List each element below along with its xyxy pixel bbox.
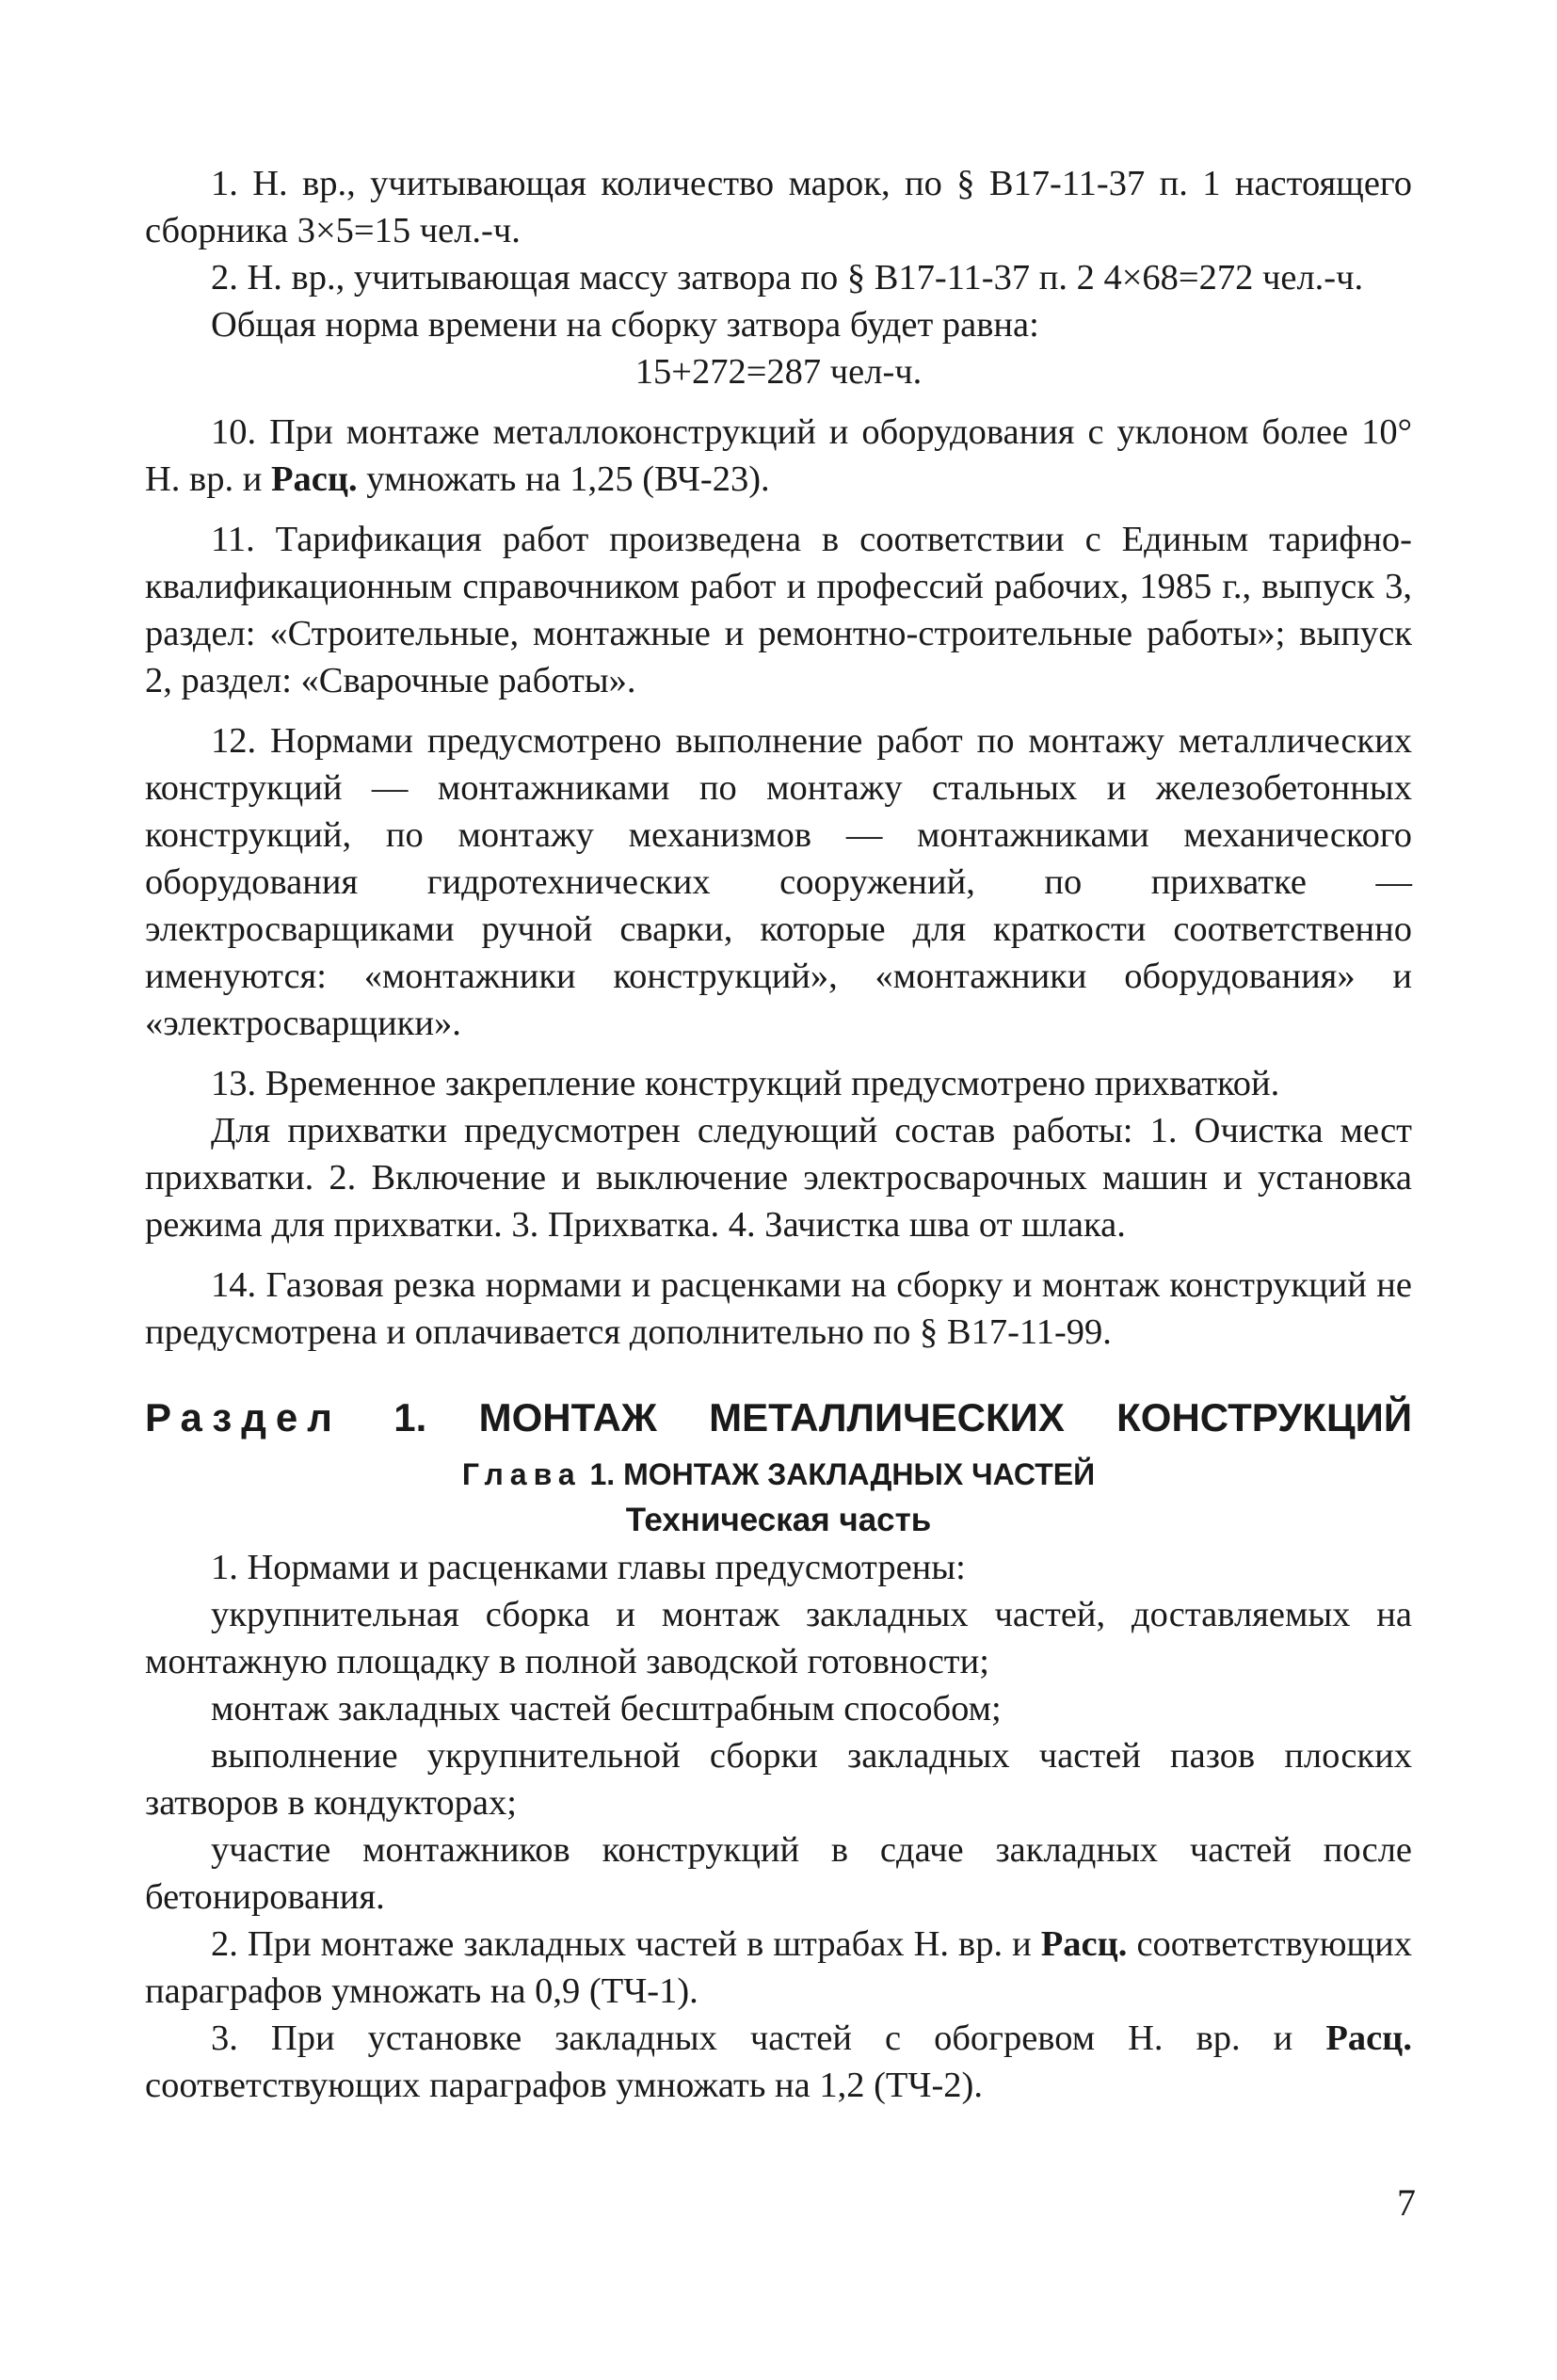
tech-paragraph-2-bold: Расц.	[1040, 1924, 1128, 1964]
tech-paragraph-1: 1. Нормами и расценками главы предусмотрены:	[211, 1548, 966, 1587]
tech-paragraph-2	[145, 1921, 1412, 2015]
section-label: Раздел	[145, 1395, 342, 1439]
chapter-heading: МОНТАЖ ЗАКЛАДНЫХ ЧАСТЕЙ	[623, 1457, 1096, 1491]
tech-item-4: участие монтажников конструкций в сдаче закладных частей после бетонирования.	[145, 1830, 1412, 1917]
paragraph-13-details: Для прихватки предусмотрен следующий состав работы: 1. Очистка мест прихватки. 2. Включение и выключение электросварочных машин и установка режима для прихватки. 3. Прихватка. 4. Зачистка шва от шлака.	[145, 1111, 1412, 1245]
section-number: 1.	[393, 1395, 427, 1439]
tech-paragraph-3-text-a: 3. При установке закладных частей с обогревом Н. вр. и	[211, 2018, 1326, 2058]
paragraph-total: Общая норма времени на сборку затвора будет равна:	[211, 305, 1039, 345]
paragraph-10	[145, 409, 1412, 503]
paragraph-14: 14. Газовая резка нормами и расценками на сборку и монтаж конструкций не предусмотрена и оплачивается дополнительно по § В17-11-99.	[145, 1265, 1412, 1352]
tech-paragraph-3-bold: Расц.	[1325, 2018, 1412, 2058]
chapter-number: 1.	[589, 1457, 616, 1491]
paragraph-10-bold: Расц.	[270, 459, 358, 499]
formula: 15+272=287 чел-ч.	[634, 352, 923, 392]
chapter-title	[145, 1452, 1412, 1497]
paragraph-13: 13. Временное закрепление конструкций предусмотрено прихваткой.	[211, 1064, 1280, 1103]
tech-paragraph-3	[145, 2015, 1412, 2109]
paragraph-12: 12. Нормами предусмотрено выполнение работ по монтажу металлических конструкций — монтажниками по монтажу стальных и железобетонных конструкций, по монтажу механизмов — монтажниками механического оборудования гидротехнических сооружений, по прихватке — электросварщиками ручной сварки, которые для краткости соответственно именуются: «монтажники конструкций», «монтажники оборудования» и «электросварщики».	[145, 721, 1412, 1043]
tech-item-2: монтаж закладных частей бесштрабным способом;	[211, 1689, 1002, 1729]
tech-item-1: укрупнительная сборка и монтаж закладных частей, доставляемых на монтажную площадку в полной заводской готовности;	[145, 1595, 1412, 1681]
paragraph-2: 2. Н. вр., учитывающая массу затвора по § В17-11-37 п. 2 4×68=272 чел.-ч.	[211, 258, 1364, 298]
technical-part-heading: Техническая часть	[625, 1502, 932, 1538]
section-title	[145, 1390, 1412, 1446]
section-heading: МОНТАЖ МЕТАЛЛИЧЕСКИХ КОНСТРУКЦИЙ	[478, 1395, 1412, 1439]
page-number: 7	[1397, 2181, 1416, 2224]
tech-paragraph-2-text-b: соответствующих параграфов умножать на 0,9 (ТЧ-1).	[145, 1924, 1412, 2011]
tech-paragraph-2-text-a: 2. При монтаже закладных частей в штрабах Н. вр. и	[211, 1924, 1041, 1964]
paragraph-11: 11. Тарификация работ произведена в соответствии с Единым тарифно-квалификационным справочником работ и профессий рабочих, 1985 г., выпуск 3, раздел: «Строительные, монтажные и ремонтно-строительные работы»; выпуск 2, раздел: «Сварочные работы».	[145, 520, 1412, 700]
paragraph-10-text-b: умножать на 1,25 (ВЧ-23).	[357, 459, 770, 499]
paragraph-1: 1. Н. вр., учитывающая количество марок, по § В17-11-37 п. 1 настоящего сборника 3×5=15 чел.-ч.	[145, 164, 1412, 250]
tech-paragraph-3-text-b: соответствующих параграфов умножать на 1,2 (ТЧ-2).	[145, 2066, 983, 2105]
chapter-label: Глава	[461, 1457, 582, 1491]
page-body	[145, 160, 1412, 2109]
paragraph-10-text-a: 10. При монтаже металлоконструкций и оборудования с уклоном более 10° Н. вр. и	[145, 412, 1412, 499]
tech-item-3: выполнение укрупнительной сборки закладных частей пазов плоских затворов в кондукторах;	[145, 1736, 1412, 1823]
